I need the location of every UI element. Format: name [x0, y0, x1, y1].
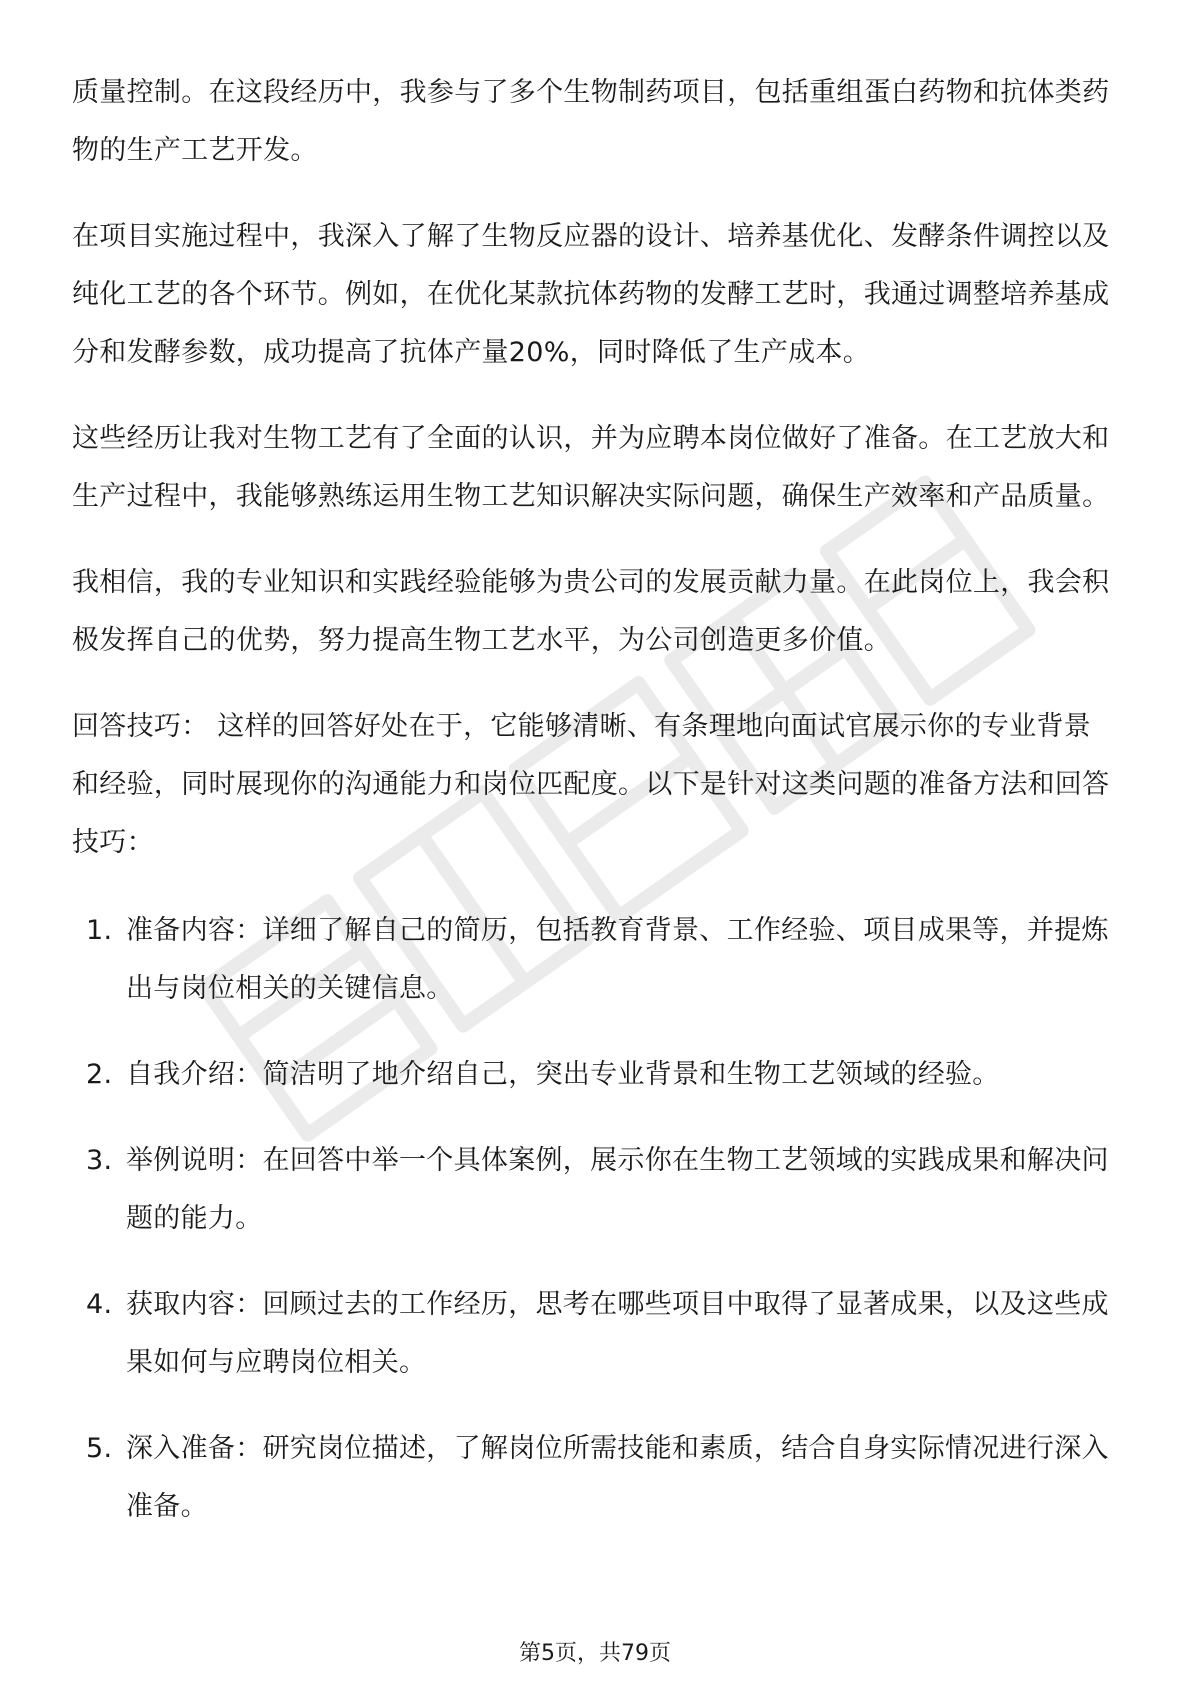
paragraph-2: 在项目实施过程中，我深入了解了生物反应器的设计、培养基优化、发酵条件调控以及纯化工艺的各个环节。例如，在优化某款抗体药物的发酵工艺时，我通过调整培养基成分和发酵参数，成功提高了抗体产量20%，同时降低了生产成本。	[72, 221, 1110, 368]
list-item	[72, 1276, 1118, 1392]
list-item-text: 准备内容：详细了解自己的简历，包括教育背景、工作经验、项目成果等，并提炼出与岗位相关的关键信息。	[126, 915, 1109, 1004]
list-number: 2.	[86, 1059, 113, 1090]
paragraph-1: 质量控制。在这段经历中，我参与了多个生物制药项目，包括重组蛋白药物和抗体类药物的生产工艺开发。	[72, 77, 1110, 166]
paragraph-answer-tips: 回答技巧： 这样的回答好处在于，它能够清晰、有条理地向面试官展示你的专业背景和经验，同时展现你的沟通能力和岗位匹配度。以下是针对这类问题的准备方法和回答技巧：	[72, 711, 1110, 858]
paragraph-4: 我相信，我的专业知识和实践经验能够为贵公司的发展贡献力量。在此岗位上，我会积极发挥自己的优势，努力提高生物工艺水平，为公司创造更多价值。	[72, 567, 1110, 656]
list-item	[72, 1046, 1118, 1104]
list-item-text: 深入准备：研究岗位描述，了解岗位所需技能和素质，结合自身实际情况进行深入准备。	[126, 1433, 1109, 1522]
page-number-footer: 第5页，共79页	[519, 1641, 671, 1666]
list-item-text: 举例说明：在回答中举一个具体案例，展示你在生物工艺领域的实践成果和解决问题的能力。	[126, 1145, 1109, 1234]
list-item	[72, 1420, 1118, 1536]
list-number: 1.	[86, 915, 113, 946]
list-item	[72, 1132, 1118, 1248]
list-item-text: 获取内容：回顾过去的工作经历，思考在哪些项目中取得了显著成果，以及这些成果如何与应聘岗位相关。	[126, 1289, 1109, 1378]
list-number: 3.	[86, 1145, 113, 1176]
list-item-text: 自我介绍：简洁明了地介绍自己，突出专业背景和生物工艺领域的经验。	[126, 1059, 1000, 1090]
list-number: 5.	[86, 1433, 113, 1464]
paragraph-3: 这些经历让我对生物工艺有了全面的认识，并为应聘本岗位做好了准备。在工艺放大和生产过程中，我能够熟练运用生物工艺知识解决实际问题，确保生产效率和产品质量。	[72, 423, 1110, 512]
list-item	[72, 902, 1118, 1018]
tips-list	[72, 902, 1118, 1536]
list-number: 4.	[86, 1289, 113, 1320]
document-body	[72, 64, 1118, 1564]
